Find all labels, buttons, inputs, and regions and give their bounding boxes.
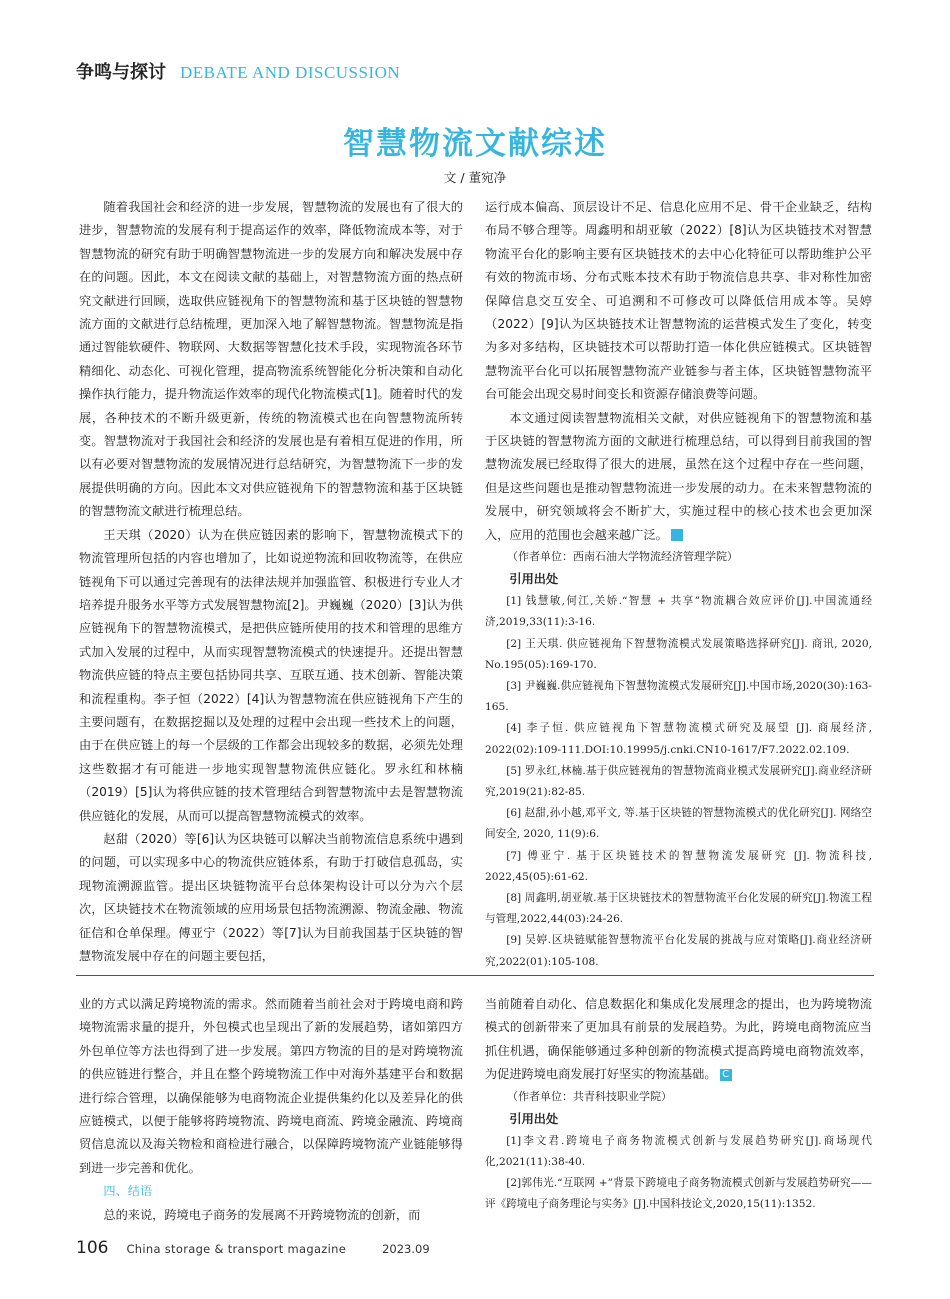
magazine-name: China storage & transport magazine — [126, 1242, 347, 1256]
reference-item: [7] 傅亚宁. 基于区块链技术的智慧物流发展研究 [J]. 物流科技, 2022,45(05):61-62. — [485, 849, 872, 883]
body-paragraph: 赵甜（2020）等[6]认为区块链可以解决当前物流信息系统中遇到的问题，可以实现多中心的物流供应链体系，有助于打破信息孤岛，实现物流溯源监管。提出区块链物流平台总体架构设计可以分为六个层次，区块链技术在物流领域的应用场景包括物流溯源、物流金融、物流征信和仓单保理。傅亚宁（2022）等[7]认为目前我国基于区块链的智慧物流发展中存在的问题主要包括， — [79, 831, 463, 963]
article-right-column — [485, 196, 872, 973]
issue-date: 2023.09 — [382, 1242, 430, 1256]
body-paragraph-text: 当前随着自动化、信息数据化和集成化发展理念的提出，也为跨境物流模式的创新带来了更加具有前景的发展趋势。为此，跨境电商物流应当抓住机遇，确保能够通过多种创新的物流模式提高跨境电商物流效率，为促进跨境电商发展打好坚实的物流基础。 — [485, 997, 872, 1082]
page-number: 106 — [76, 1238, 109, 1258]
conclusion-heading: 四、结语 — [103, 1184, 153, 1199]
article-title: 智慧物流文献综述 — [343, 126, 607, 162]
reference-item: [6] 赵甜,孙小越,邓平文, 等.基于区块链的智慧物流模式的优化研究[J]. 网络空间安全, 2020, 11(9):6. — [485, 807, 872, 841]
body-paragraph-text: 本文通过阅读智慧物流相关文献，对供应链视角下的智慧物流和基于区块链的智慧物流方面的文献进行梳理总结，可以得到目前我国的智慧物流发展已经取得了很大的进展，虽然在这个过程中存在一些问题，但是这些问题也是推动智慧物流进一步发展的动力。在未来智慧物流的发展中，研究领域将会不断扩大，实施过程中的核心技术也会更加深入，应用的范围也会越来越广泛。 — [485, 410, 872, 542]
references-heading: 引用出处 — [509, 572, 559, 587]
section-title-zh: 争鸣与探讨 — [76, 62, 166, 83]
reference-item: [2] 王天琪. 供应链视角下智慧物流模式发展策略选择研究[J]. 商讯, 2020, No.195(05):169-170. — [485, 637, 872, 671]
reference-item: [4] 李子恒. 供应链视角下智慧物流模式研究及展望 [J]. 商展经济, 2022(02):109-111.DOI:10.19995/j.cnki.CN10-1617/F7.2022.02.109. — [485, 722, 872, 756]
prev-article-right-column — [485, 993, 872, 1215]
section-title-en: DEBATE AND DISCUSSION — [180, 63, 401, 82]
body-paragraph — [485, 407, 872, 547]
body-paragraph: 随着我国社会和经济的进一步发展，智慧物流的发展也有了很大的进步，智慧物流的发展有利于提高运作的效率，降低物流成本等，对于智慧物流的研究有助于明确智慧物流进一步的发展方向和解决发展中存在的问题。因此，本文在阅读文献的基础上，对智慧物流方面的热点研究文献进行回顾，选取供应链视角下的智慧物流和基于区块链的智慧物流方面的文献进行总结梳理，更加深入地了解智慧物流。智慧物流是指通过智能软硬件、物联网、大数据等智慧化技术手段，实现物流各环节精细化、动态化、可视化管理，提高物流系统智能化分析决策和自动化操作执行能力，提升物流运作效率的现代化物流模式[1]。随着时代的发展，各种技术的不断升级更新，传统的物流模式也在向智慧物流所转变。智慧物流对于我国社会和经济的发展也是有着相互促进的作用，所以有必要对智慧物流的发展情况进行总结研究，为智慧物流下一步的发展提供明确的方向。因此本文对供应链视角下的智慧物流和基于区块链的智慧物流文献进行梳理总结。 — [79, 200, 463, 519]
author-affiliation: （作者单位：西南石油大学物流经济管理学院） — [507, 550, 738, 564]
reference-item: [1] 钱慧敏,何江,关娇.“智慧 + 共享”物流耦合效应评价[J].中国流通经济,2019,33(11):3-16. — [485, 595, 872, 629]
section-header — [76, 58, 400, 84]
page-footer — [76, 1238, 430, 1258]
reference-item: [3] 尹巍巍.供应链视角下智慧物流模式发展研究[J].中国市场,2020(30):163-165. — [485, 679, 872, 714]
body-paragraph: 王天琪（2020）认为在供应链因素的影响下，智慧物流模式下的物流管理所包括的内容也增加了，比如说逆物流和回收物流等，在供应链视角下可以通过完善现有的法律法规并加强监管、积极进行专业人才培养提升服务水平等方式发展智慧物流[2]。尹巍巍（2020）[3]认为供应链视角下的智慧物流模式，是把供应链所使用的技术和管理的思维方式加入发展的过程中，从而实现智慧物流模式的快速提升。还提出智慧物流供应链的特点主要包括协同共享、互联互通、技术创新、智能决策和流程重构。李子恒（2022）[4]认为智慧物流在供应链视角下产生的主要问题有，在数据挖掘以及处理的过程中会出现一些技术上的问题，由于在供应链上的每一个层级的工作都会出现较多的数据，必须先处理这些数据才有可能进一步地实现智慧物流供应链化。罗永红和林楠（2019）[5]认为将供应链的技术管理结合到智慧物流中去是智慧物流供应链化的发展，从而可以提高智慧物流模式的效率。 — [79, 527, 463, 823]
end-mark-icon: C — [671, 529, 683, 541]
references-heading: 引用出处 — [509, 1111, 559, 1126]
body-paragraph: 业的方式以满足跨境物流的需求。然而随着当前社会对于跨境电商和跨境物流需求量的提升，外包模式也呈现出了新的发展趋势，诸如第四方外包单位等方法也得到了进一步发展。第四方物流的目的是对跨境物流的供应链进行整合，并且在整个跨境物流工作中对海外基建平台和数据进行综合管理，以确保能够为电商物流企业提供集约化以及差异化的供应链模式，以便于能够将跨境物流、跨境电商流、跨境金融流、跨境商贸信息流以及海关物检和商检进行融合，以保障跨境物流产业链能够得到进一步完善和优化。 — [79, 997, 463, 1175]
body-paragraph — [485, 993, 872, 1087]
article-left-column — [79, 196, 463, 968]
reference-item: [9] 吴婷.区块链赋能智慧物流平台化发展的挑战与应对策略[J].商业经济研究,2022(01):105-108. — [485, 934, 872, 968]
end-mark-icon: C — [720, 1069, 732, 1081]
article-author: 文 / 董宛净 — [443, 170, 507, 185]
body-paragraph: 运行成本偏高、顶层设计不足、信息化应用不足、骨干企业缺乏，结构布局不够合理等。周鑫明和胡亚敏（2022）[8]认为区块链技术对智慧物流平台化的影响主要有区块链技术的去中心化特征可以帮助维护公平有效的物流市场、分布式账本技术有助于物流信息共享、非对称性加密保障信息交互安全、可追溯和不可修改可以降低信用成本等。吴婷（2022）[9]认为区块链技术让智慧物流的运营模式发生了变化，转变为多对多结构，区块链技术可以帮助打造一体化供应链模式。区块链智慧物流平台化可以拓展智慧物流产业链参与者主体，区块链智慧物流平台可能会出现交易时间变长和资源存储浪费等问题。 — [485, 200, 872, 402]
reference-item: [2]郭伟光.“互联网 +”背景下跨境电子商务物流模式创新与发展趋势研究——评《跨境电子商务理论与实务》[J].中国科技论文,2020,15(11):1352. — [485, 1177, 872, 1211]
section-divider — [76, 975, 874, 976]
prev-article-left-column — [79, 993, 463, 1227]
body-paragraph: 总的来说，跨境电子商务的发展离不开跨境物流的创新，而 — [103, 1207, 421, 1222]
reference-item: [5] 罗永红,林楠.基于供应链视角的智慧物流商业模式发展研究[J].商业经济研究,2019(21):82-85. — [485, 764, 872, 798]
author-affiliation: （作者单位：共青科技职业学院） — [507, 1089, 672, 1103]
reference-item: [8] 周鑫明,胡亚敏.基于区块链技术的智慧物流平台化发展的研究[J].物流工程与管理,2022,44(03):24-26. — [485, 891, 872, 926]
reference-item: [1]李文君.跨境电子商务物流模式创新与发展趋势研究[J].商场现代化,2021(11):38-40. — [485, 1134, 872, 1168]
